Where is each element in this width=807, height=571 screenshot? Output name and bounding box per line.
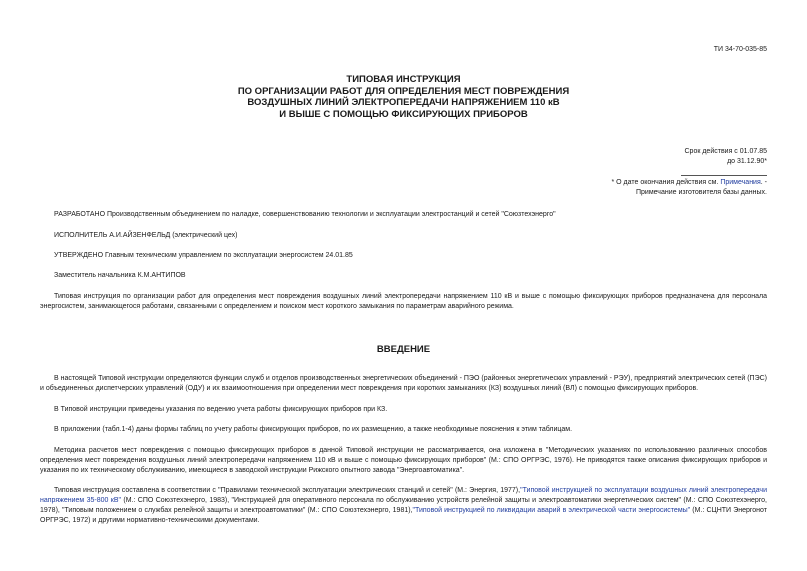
title-line: ПО ОРГАНИЗАЦИИ РАБОТ ДЛЯ ОПРЕДЕЛЕНИЯ МЕСТ ПОВРЕЖДЕНИЯ xyxy=(237,85,570,97)
footnote-source: Примечание изготовителя базы данных. xyxy=(635,189,767,196)
section-heading: ВВЕДЕНИЕ xyxy=(376,344,431,355)
title-line: ТИПОВАЯ ИНСТРУКЦИЯ xyxy=(346,74,461,85)
footnote-divider xyxy=(681,175,767,176)
document-code: ТИ 34-70-035-85 xyxy=(713,46,767,53)
paragraph-text: (М.: СПО Союзтехэнерго, 1983), "Инструкцией для оперативного персонала по обслуживанию устройств релейной защиты и электроавтоматики энергетических систем" (М.: СПО Союзтехэнерго, 1978), "Типовым положением о службах релейной защиты и электроавтоматики" (М.: СПО Союзтехэнерго, 1981), xyxy=(40,497,767,514)
validity-period xyxy=(685,147,768,167)
intro-paragraph-2: В Типовой инструкции приведены указания по ведению учета работы фиксирующих приборов при КЗ. xyxy=(54,406,388,413)
paragraph-text: Типовая инструкция составлена в соответствии с "Правилами технической эксплуатации электрических станций и сетей" (М.: Энергия, 1977), xyxy=(54,487,521,494)
footnote xyxy=(611,178,767,198)
intro-paragraph-3: В приложении (табл.1-4) даны формы таблиц по учету работы фиксирующих приборов, по их размещению, а также необходимые пояснения к этим таблицам. xyxy=(54,426,573,433)
document-title xyxy=(0,74,807,120)
developed-by: РАЗРАБОТАНО Производственным объединением по наладке, совершенствованию технологии и эксплуатации электростанций и сетей "Союзтехэнерго" xyxy=(54,211,556,218)
paragraph-text: (М.: СЦНТИ Энергонот ОРГРЭС, 1972) и другими нормативно-техническими документами. xyxy=(40,507,767,524)
intro-paragraph-4: Методика расчетов мест повреждения с помощью фиксирующих приборов в данной Типовой инструкции не рассматривается, она изложена в "Методических указаниях по использованию различных способов определения мест повреждения воздушных линий электропередачи напряжением 110 кВ и выше с помощью фиксирующих приборов" (М.: СПО ОРГРЭС, 1976). Не приводятся также описания фиксирующих приборов и указания по их техническому обслуживанию, имеющиеся в заводской инструкции Рижского опытного завода "Энергоавтоматика". xyxy=(40,447,767,474)
deputy-head: Заместитель начальника К.М.АНТИПОВ xyxy=(54,272,186,279)
footnote-tail: . - xyxy=(760,179,767,186)
footnote-text: * О дате окончания действия см. xyxy=(611,179,719,186)
validity-from: Срок действия с 01.07.85 xyxy=(684,148,767,155)
intro-paragraph-1: В настоящей Типовой инструкции определяются функции служб и отделов производственных энергетических объединений - ПЭО (районных энергетических управлений - РЭУ), предприятий электрических сетей (ПЭС) и объединенных диспетчерских управлений (ОДУ) и их взаимоотношения при определении мест повреждения при коротких замыканиях (КЗ) воздушных линий (ВЛ) с помощью фиксирующих приборов. xyxy=(40,375,767,392)
title-line: ВОЗДУШНЫХ ЛИНИЙ ЭЛЕКТРОПЕРЕДАЧИ НАПРЯЖЕНИЕМ 110 кВ xyxy=(247,97,560,108)
overhead-lines-instruction-link[interactable]: "Типовой инструкцией по эксплуатации воздушных линий электропередачи напряжением 35-800 кВ" xyxy=(40,487,767,504)
notes-link[interactable]: Примечания xyxy=(720,179,761,186)
executor: ИСПОЛНИТЕЛЬ А.И.АЙЗЕНФЕЛЬД (электрический цех) xyxy=(54,232,238,239)
summary-paragraph: Типовая инструкция по организации работ для определения мест повреждения воздушных линий электропередачи напряжением 110 кВ и выше с помощью фиксирующих приборов предназначена для персонала энергосистем, занимающегося работами, связанными с определением и поиском мест короткого замыкания по параметрам аварийного режима. xyxy=(40,293,767,310)
accident-liquidation-instruction-link[interactable]: "Типовой инструкцией по ликвидации аварий в электрической части энергосистемы" xyxy=(412,507,691,514)
approved-by: УТВЕРЖДЕНО Главным техническим управлением по эксплуатации энергосистем 24.01.85 xyxy=(54,252,353,259)
title-line: И ВЫШЕ С ПОМОЩЬЮ ФИКСИРУЮЩИХ ПРИБОРОВ xyxy=(279,108,528,120)
validity-to: до 31.12.90* xyxy=(727,158,767,165)
intro-paragraph-5 xyxy=(40,486,767,526)
